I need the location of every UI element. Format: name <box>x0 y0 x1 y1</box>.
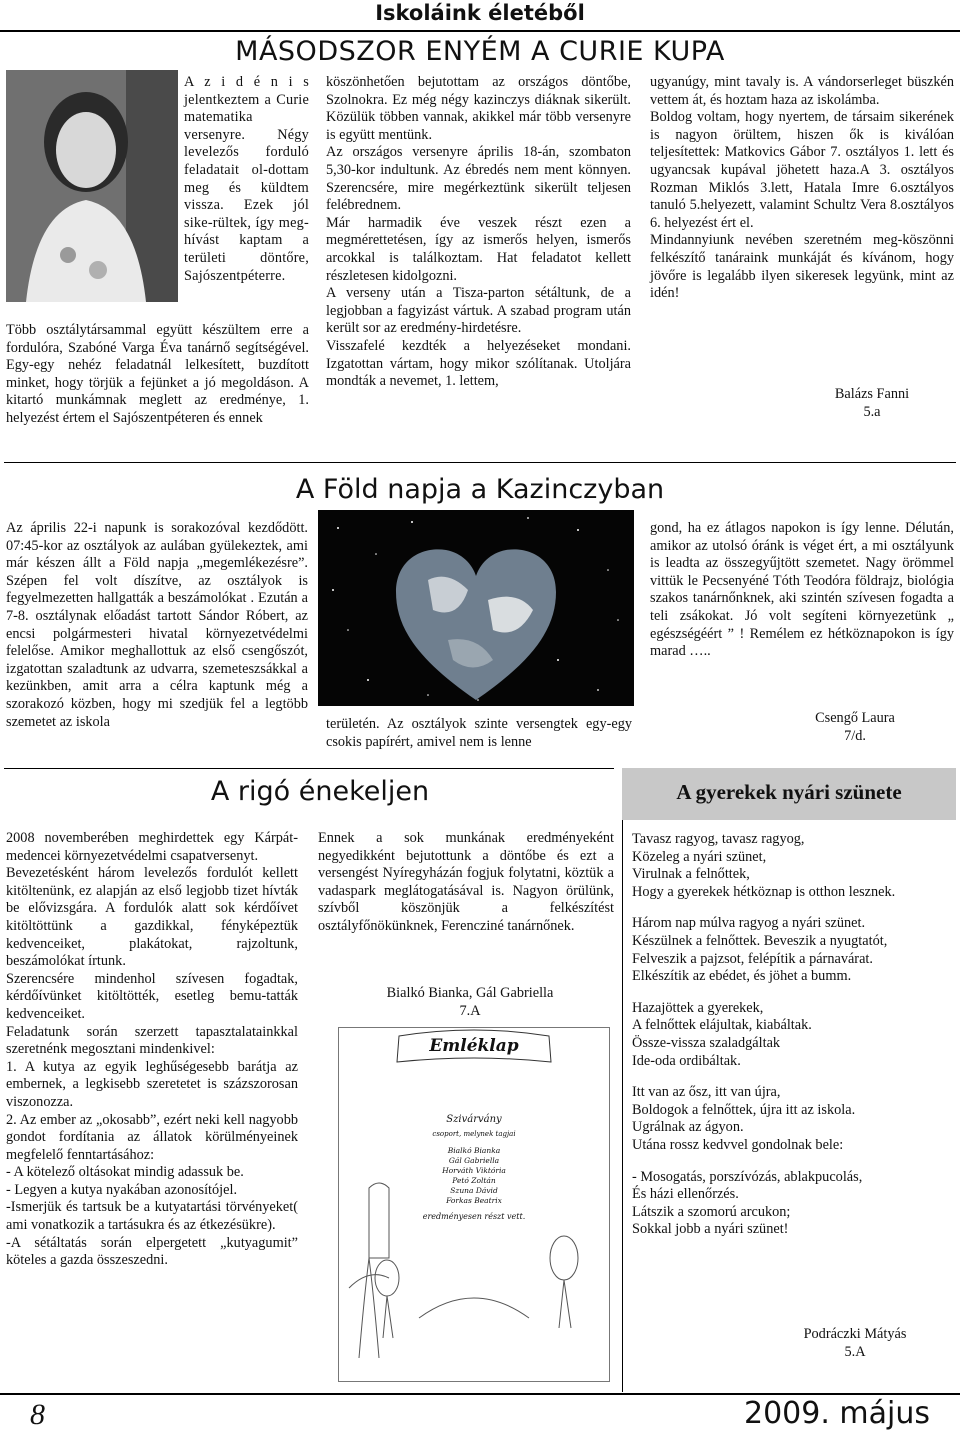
certificate-name: Petó Zoltán <box>452 1176 496 1185</box>
curie-col3-p1: ugyanúgy, mint tavaly is. A vándorserleget büszkén vettem át, és hoztam haza az iskolámba. <box>650 74 954 108</box>
rigo-top-rule <box>4 768 614 769</box>
poem-line: - Mosogatás, porszívózás, ablakpucolás, <box>632 1168 863 1185</box>
author-class: 7/d. <box>844 727 866 744</box>
certificate-name: Bialkó Bianka <box>447 1146 501 1155</box>
curie-col1-top: A z i d é n i s jelentkeztem a Curie matematika versenyre. Négy levelezős forduló feladatait ol-dottam meg és küldtem vissza. Ezek jól sike-rültek, így meg-hívást kaptam a területi döntőre, Sajószentpéterre. <box>184 74 309 284</box>
poem-line: Tavasz ragyog, tavasz ragyog, <box>632 831 805 847</box>
certificate-name: Szuna Dávid <box>450 1186 498 1195</box>
poem-line: Felveszik a pajzsot, felépítik a párnavárat. <box>632 950 873 967</box>
author-class: 5.a <box>863 403 881 420</box>
rigo-col1-p1: Bevezetésként három levelezős fordulót kellett kitöltenünk, ez alapján az első legjobb tizet hívták be elővizsgára. A fordulók alatt sok kérdőívet kitöltöttünk a gazdikkal, fényképeztük kedvenceiket, plakátokat, rajzoltunk, beszámolókat írtunk. <box>6 865 298 970</box>
rigo-col1-p3: Feladatunk során szerzett tapasztalatainkkal szeretnénk megosztani mindenkivel: <box>6 1023 298 1058</box>
section-header: Iskoláink életéből <box>375 1 585 25</box>
fold-col2: területén. Az osztályok szinte versengtek egy-egy csokis papírért, amivel nem is lenne <box>326 716 632 750</box>
rigo-col2: Ennek a sok munkának eredményeként negyedikként bejutottunk a döntőbe és ezt a versengést Nyíregyházán fogjuk folytatni, köztük a vadaspark meglátogatásával is. Nagyon örülünk, szívből köszönjük a felkészítést osztályfőnökünknek, Ferencziné tanárnőnek. <box>318 830 614 934</box>
curie-col2-p3: Már harmadik éve veszek részt ezen a megmérettetésen, így az ismerős helyen, ismerős arcokkal is találkoztam. Hat feladatot kellett részletesen kidolgozni. <box>326 214 631 284</box>
author-class: 5.A <box>844 1343 866 1360</box>
rigo-col1-p8: -Ismerjük és tartsuk be a kutyatartási törvényeket( ami vonatkozik a tartásukra és az étkezésükre). <box>6 1199 298 1234</box>
rigo-title: A rigó énekeljen <box>210 776 430 807</box>
poem-stanza <box>632 1000 952 1070</box>
rigo-col1 <box>6 830 298 1270</box>
poem-line: Itt van az ősz, itt van újra, <box>632 1084 781 1101</box>
poem-line: Hazajöttek a gyerekek, <box>632 999 764 1016</box>
poem-line: Utána rossz kedvvel gondolnak bele: <box>632 1136 844 1153</box>
curie-col2 <box>326 74 631 391</box>
poem-stanza <box>632 915 952 985</box>
author-name: Bialkó Bianka, Gál Gabriella <box>386 985 554 1001</box>
fold-col3: gond, ha ez átlagos napokon is így lenne. Délután, amikor az utolsó óránk is véget ért, a mi osztályunk is leadta az összegyűjtött szemetet. Nagy örömmel vittük le Pecsenyéné Tóth Teodóra földrajz, biológia szakos tanárnőnknek, aki szintén szívesen fogadta a teli zsákokat. Jó volt segíteni környezetünk „ egészségéért ” ! Remélem ez hétköznapokon is így marad ….. <box>650 520 954 660</box>
rigo-col1-p0: 2008 novemberében meghirdettek egy Kárpát-medencei környezetvédelmi csapatversenyt. <box>6 830 298 864</box>
fold-col1: Az április 22-i napunk is sorakozóval kezdődött. 07:45-kor az osztályok az aulában gyülekeztek, ami már készen állt a Föld napja „megemlékezésre”. Szépen fel volt díszítve, az osztályok is fegyelmezetten hallgatták a beszámolókat . Ezután a 7-8. osztálynak előadást tartott Sándor Róbert, az encsi polgármesteri hivatal környezetvédelmi felelőse. Amikor meghallottuk az első csengőszót, izgatottan szaladtunk az udvarra, szemeteszsákkal a kezünkben, amit arra a célra kaptunk még a szorakozó közben, hogy mi szedjük fel a legtöbb szemetet az iskola <box>6 520 308 730</box>
rigo-col1-p7: - Legyen a kutya nyakában azonosítójel. <box>6 1181 238 1198</box>
page-number: 8 <box>30 1398 45 1431</box>
curie-col2-p1: köszönhetően bejutottam az országos döntőbe, Szolnokra. Ez még négy kazinczys diáknak sikerült. Közülük többen vannak, akikkel már több versenyre is együtt mentünk. <box>326 74 631 143</box>
curie-title: MÁSODSZOR ENYÉM A CURIE KUPA <box>235 36 725 67</box>
rigo-col1-p5: 2. Az ember az „okosabb”, ezért neki kell nagyobb gondot fordítania az állatok körülményeinek megfelelő fenntartásához: <box>6 1111 298 1163</box>
poem-line: Sokkal jobb a nyári szünet! <box>632 1221 789 1238</box>
author-class: 7.A <box>459 1002 481 1019</box>
certificate-title: Emléklap <box>429 1036 519 1056</box>
curie-author <box>790 386 954 421</box>
author-name: Balázs Fanni <box>834 386 910 402</box>
footer-rule <box>0 1393 960 1395</box>
rigo-col1-p9: -A sétáltatás során elpergetett „kutyagumit” köteles a gazda összeszedni. <box>6 1234 298 1269</box>
curie-col2-p5: Visszafelé kezdték a helyezéseket mondani. Izgatottan vártam, hogy mikor szólítanak. Utoljára mondták a nevemet, 1. lettem, <box>326 337 631 390</box>
certificate-names <box>339 1146 609 1206</box>
curie-col3-p3: Mindannyiunk nevében szeretném meg-köszönni felkészítő tanáraink munkáját és kívánom, hogy jövőre is legalább ilyen sikeresek legyünk, mint az idén! <box>650 232 954 302</box>
poem-stanza <box>632 1084 952 1154</box>
author-name: Podráczki Mátyás <box>803 1326 907 1342</box>
poem-body <box>632 831 952 1253</box>
fold-top-rule <box>4 462 956 463</box>
poem-stanza <box>632 831 952 901</box>
certificate-name: Gál Gabriella <box>448 1156 500 1165</box>
certificate-name: Forkas Beatrix <box>446 1196 502 1205</box>
fold-title: A Föld napja a Kazinczyban <box>295 474 665 505</box>
student-photo <box>6 70 178 302</box>
poem-line: Ugrálnak az ágyon. <box>632 1119 744 1136</box>
poem-line: A felnőttek elájultak, kiabáltak. <box>632 1017 812 1034</box>
rigo-col1-p4: 1. A kutya az egyik leghűségesebb barátja az embernek, a legkisebb szeretetet is százszorosan viszonozza. <box>6 1058 298 1110</box>
poem-line: Közeleg a nyári szünet, <box>632 848 767 865</box>
poem-line: Látszik a szomorú arcukon; <box>632 1203 791 1220</box>
poem-stanza <box>632 1169 952 1239</box>
curie-col3-p2: Boldog voltam, hogy nyertem, de társaim sikerének is nagyon örültem, hiszen ők is kiválóan teljesítettek: Matkovics Gábor 7. osztályos 1. lett és ugyancsak kupával jöhetett haza.A 3. osztályos Rozman Miklós 3.lett, Hatala Imre 6.osztályos tanuló 5.helyezett, valamint Schultz Vera 8.osztályos 6. helyezést ért el. <box>650 109 954 231</box>
poem-line: Elkészítik az ebédet, és jöhet a bumm. <box>632 968 852 985</box>
poem-line: Össze-vissza szaladgáltak <box>632 1034 781 1051</box>
poem-title: A gyerekek nyári szünete <box>676 780 902 804</box>
rigo-author <box>340 985 600 1020</box>
poem-line: Három nap múlva ragyog a nyári szünet. <box>632 915 866 932</box>
certificate-line1: Szivárvány <box>446 1114 502 1125</box>
poem-line: Készülnek a felnőttek. Beveszik a nyugtatót, <box>632 932 888 949</box>
curie-col2-p4: A verseny után a Tisza-parton sétáltunk, de a legjobban a fagyizást vártuk. A szabad program után került sor az eredmény-hirdetésre. <box>326 285 631 337</box>
header-rule <box>0 30 960 32</box>
author-name: Csengő Laura <box>815 710 895 726</box>
rigo-col1-p2: Szerencsére mindenhol szívesen fogadtak, kérdőívünket kitöltötték, esetleg bemu-tatták kedvenceiket. <box>6 970 298 1022</box>
fold-author <box>760 710 950 745</box>
earth-heart-image <box>318 510 634 706</box>
poem-line: És házi ellenőrzés. <box>632 1186 739 1203</box>
certificate-image <box>338 1027 610 1382</box>
curie-col1-bottom: Több osztálytársammal együtt készültem erre a fordulóra, Szabóné Varga Éva tanárnő segítségével. Egy-egy nehéz feladatnál lelkesített, buzdított minket, hogy törjük a fejünket a jó megoldáson. A kitartó munkámnak meglett az eredménye, 1. helyezést értem el Sajószentpéteren és ennek <box>6 322 309 426</box>
poem-line: Ide-oda ordibáltak. <box>632 1052 741 1069</box>
issue-date: 2009. május <box>743 1396 930 1431</box>
certificate-result: eredményesen részt vett. <box>422 1212 526 1221</box>
poem-line: Virulnak a felnőttek, <box>632 866 750 883</box>
curie-col3 <box>650 74 954 303</box>
poem-line: Hogy a gyerekek hétköznap is otthon lesznek. <box>632 883 896 900</box>
certificate-name: Horváth Viktória <box>442 1166 506 1175</box>
poem-line: Boldogok a felnőttek, újra itt az iskola. <box>632 1101 856 1118</box>
certificate-line2: csoport, melynek tagjai <box>432 1130 516 1138</box>
rigo-col1-p6: - A kötelező oltásokat mindig adassuk be. <box>6 1164 244 1181</box>
poem-author <box>760 1326 950 1361</box>
curie-col2-p2: Az országos versenyre április 18-án, szombaton 5,30-kor indultunk. Az ébredés nem ment könnyen. Szerencsére, mire megérkeztünk sikerült teljesen felébrednem. <box>326 144 631 214</box>
